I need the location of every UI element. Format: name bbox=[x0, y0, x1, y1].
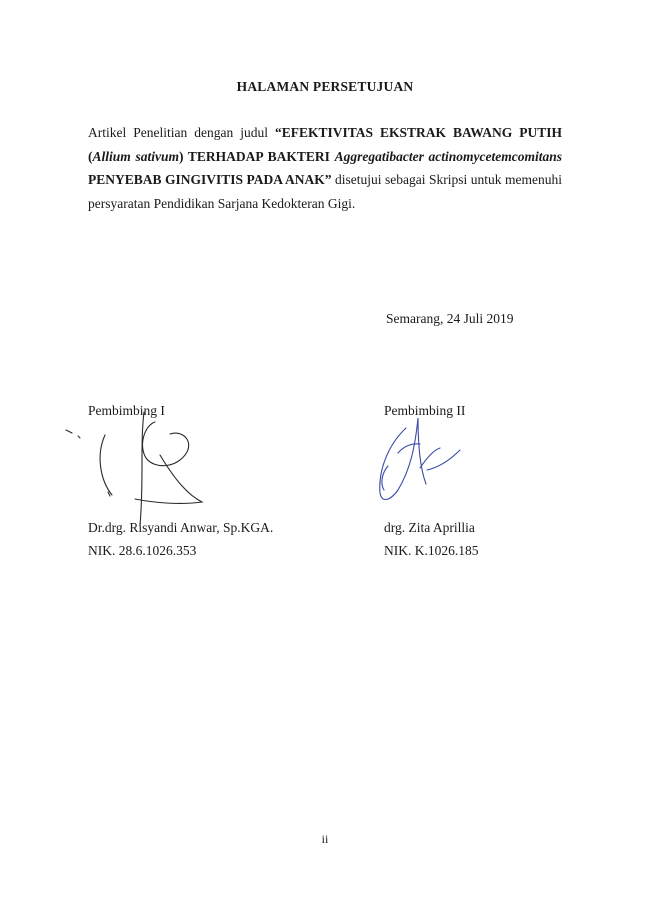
page-number: ii bbox=[321, 832, 329, 846]
supervisor-1-role: Pembimbing I bbox=[88, 403, 165, 418]
paragraph-outro: disetujui sebagai Skripsi untuk memenuhi persyaratan Pendidikan Sarjana Kedokteran Gigi. bbox=[88, 172, 562, 211]
research-title: “EFEKTIVITAS EKSTRAK BAWANG PUTIH (Allium sativum) TERHADAP BAKTERI Aggregatibacter actinomycetemcomitans PENYEBAB GINGIVITIS PADA ANAK” bbox=[88, 125, 562, 188]
place-date: Semarang, 24 Juli 2019 bbox=[386, 311, 514, 326]
paragraph-intro: Artikel Penelitian dengan judul bbox=[88, 125, 275, 140]
species-name-1: Allium sativum bbox=[92, 148, 179, 164]
supervisor-1-signature bbox=[60, 400, 240, 535]
supervisor-2-role: Pembimbing II bbox=[384, 403, 466, 418]
supervisor-2-signature bbox=[370, 408, 480, 508]
supervisor-1-name: Dr.drg. Risyandi Anwar, Sp.KGA. bbox=[88, 520, 274, 535]
supervisor-2-name: drg. Zita Aprillia bbox=[384, 520, 475, 535]
page-title: HALAMAN PERSETUJUAN bbox=[236, 79, 414, 94]
species-name-2: Aggregatibacter actinomycetemcomitans bbox=[334, 148, 562, 164]
supervisor-1-nik: NIK. 28.6.1026.353 bbox=[88, 543, 197, 558]
approval-paragraph bbox=[88, 121, 562, 215]
supervisor-2-nik: NIK. K.1026.185 bbox=[384, 543, 479, 558]
